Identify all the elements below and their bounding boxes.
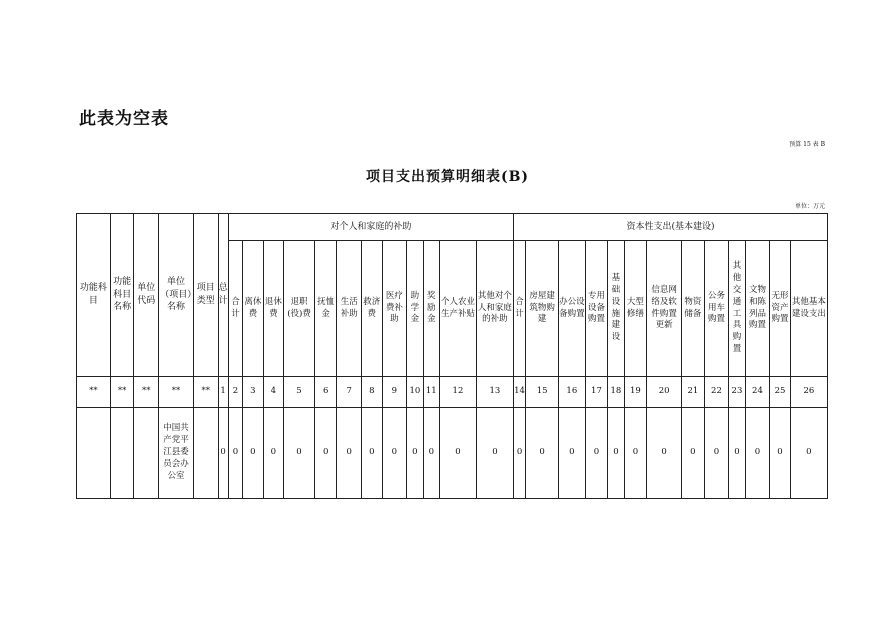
header-column-19: 物资储备 (682, 241, 705, 377)
header-unit-code: 单位代码 (134, 214, 159, 377)
index-cell-2: ** (134, 377, 159, 408)
index-cell-24: 20 (647, 377, 682, 408)
data-cell-9: 0 (284, 408, 315, 499)
data-cell-7: 0 (243, 408, 264, 499)
header-group-capital: 资本性支出(基本建设) (513, 214, 827, 241)
header-function-code: 功能科目 (77, 214, 111, 377)
header-column-8: 助学金 (407, 241, 423, 377)
index-cell-5: 1 (218, 377, 228, 408)
index-cell-6: 2 (228, 377, 242, 408)
header-column-22: 文物和陈列品购置 (745, 241, 770, 377)
index-cell-13: 9 (382, 377, 407, 408)
data-cell-0 (77, 408, 111, 499)
header-column-6: 救济费 (362, 241, 383, 377)
index-cell-4: ** (193, 377, 218, 408)
index-cell-21: 17 (585, 377, 608, 408)
unit-label: 单位：万元 (794, 203, 825, 210)
data-cell-28: 0 (745, 408, 770, 499)
index-cell-23: 19 (624, 377, 647, 408)
data-cell-27: 0 (729, 408, 745, 499)
header-column-4: 抚恤金 (314, 241, 337, 377)
data-cell-16: 0 (439, 408, 476, 499)
header-column-0: 合计 (228, 241, 242, 377)
data-cell-21: 0 (585, 408, 608, 499)
header-column-5: 生活补助 (337, 241, 362, 377)
index-cell-30: 26 (790, 377, 827, 408)
index-cell-29: 25 (770, 377, 791, 408)
index-cell-25: 21 (682, 377, 705, 408)
index-cell-11: 7 (337, 377, 362, 408)
header-column-15: 专用设备购置 (585, 241, 608, 377)
index-cell-1: ** (110, 377, 134, 408)
index-cell-7: 3 (243, 377, 264, 408)
header-column-2: 退休费 (263, 241, 284, 377)
data-cell-18: 0 (513, 408, 525, 499)
index-cell-22: 18 (608, 377, 624, 408)
data-cell-8: 0 (263, 408, 284, 499)
data-cell-10: 0 (314, 408, 337, 499)
data-cell-5: 0 (218, 408, 228, 499)
data-cell-14: 0 (407, 408, 423, 499)
table-row (77, 408, 828, 499)
index-cell-14: 10 (407, 377, 423, 408)
data-cell-17: 0 (476, 408, 513, 499)
data-cell-11: 0 (337, 408, 362, 499)
header-column-13: 房屋建筑物购建 (526, 241, 559, 377)
header-column-24: 其他基本建设支出 (790, 241, 827, 377)
data-cell-15: 0 (423, 408, 439, 499)
data-cell-13: 0 (382, 408, 407, 499)
index-cell-12: 8 (362, 377, 383, 408)
header-column-16: 基础设施建设 (608, 241, 624, 377)
header-column-3: 退职(役)费 (284, 241, 315, 377)
header-column-23: 无形资产购置 (770, 241, 791, 377)
data-cell-23: 0 (624, 408, 647, 499)
page-title: 项目支出预算明细表(B) (365, 169, 530, 185)
data-cell-1 (110, 408, 134, 499)
header-column-9: 奖励金 (423, 241, 439, 377)
header-project-type: 项目类型 (193, 214, 218, 377)
data-cell-3: 中国共产党平江县委员会办公室 (159, 408, 194, 499)
empty-table-note: 此表为空表 (79, 109, 169, 129)
index-cell-26: 22 (704, 377, 729, 408)
data-cell-24: 0 (647, 408, 682, 499)
data-cell-19: 0 (526, 408, 559, 499)
data-cell-6: 0 (228, 408, 242, 499)
data-cell-20: 0 (559, 408, 586, 499)
header-column-12: 合计 (513, 241, 525, 377)
header-column-1: 离休费 (243, 241, 264, 377)
data-cell-22: 0 (608, 408, 624, 499)
index-cell-15: 11 (423, 377, 439, 408)
index-cell-19: 15 (526, 377, 559, 408)
header-column-18: 信息网络及软件购置更新 (647, 241, 682, 377)
data-cell-2 (134, 408, 159, 499)
index-cell-3: ** (159, 377, 194, 408)
header-column-10: 个人农业生产补贴 (439, 241, 476, 377)
header-function-name: 功能科目名称 (110, 214, 134, 377)
header-column-20: 公务用车购置 (704, 241, 729, 377)
header-group-row (77, 214, 828, 241)
form-reference-number: 预算 15 表 B (789, 141, 825, 148)
data-cell-4 (193, 408, 218, 499)
data-cell-30: 0 (790, 408, 827, 499)
header-column-14: 办公设备购置 (559, 241, 586, 377)
index-cell-18: 14 (513, 377, 525, 408)
header-unit-name: 单位（项目）名称 (159, 214, 194, 377)
index-cell-17: 13 (476, 377, 513, 408)
data-cell-29: 0 (770, 408, 791, 499)
index-cell-20: 16 (559, 377, 586, 408)
data-cell-12: 0 (362, 408, 383, 499)
index-cell-27: 23 (729, 377, 745, 408)
index-cell-0: ** (77, 377, 111, 408)
index-cell-10: 6 (314, 377, 337, 408)
index-cell-8: 4 (263, 377, 284, 408)
index-row (77, 377, 828, 408)
data-cell-25: 0 (682, 408, 705, 499)
header-column-17: 大型修缮 (624, 241, 647, 377)
index-cell-28: 24 (745, 377, 770, 408)
header-total: 总计 (218, 214, 228, 377)
budget-table (76, 213, 828, 499)
index-cell-9: 5 (284, 377, 315, 408)
data-cell-26: 0 (704, 408, 729, 499)
header-group-personal: 对个人和家庭的补助 (228, 214, 513, 241)
index-cell-16: 12 (439, 377, 476, 408)
header-column-7: 医疗费补助 (382, 241, 407, 377)
header-column-21: 其他交通工具购置 (729, 241, 745, 377)
header-column-11: 其他对个人和家庭的补助 (476, 241, 513, 377)
